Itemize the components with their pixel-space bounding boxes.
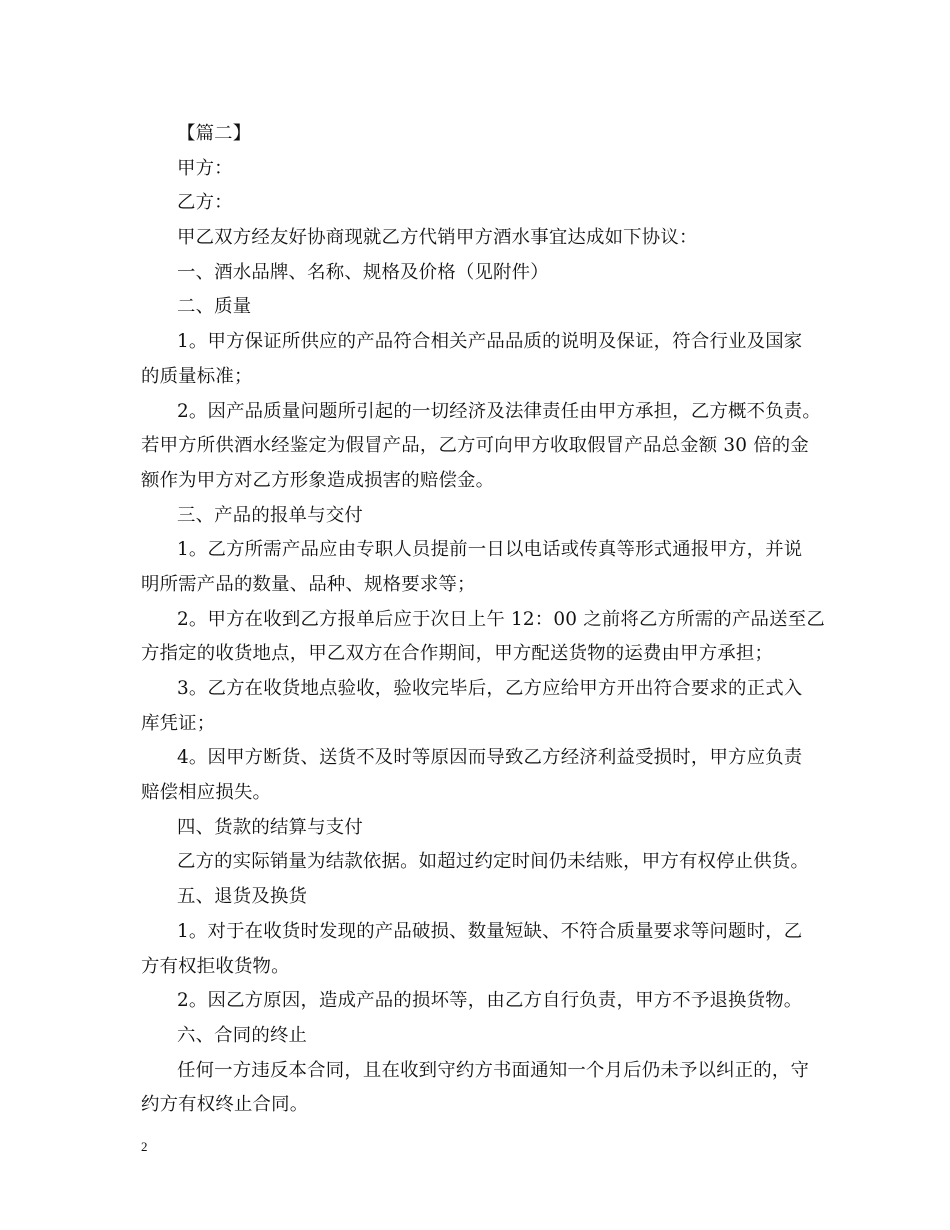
clause-heading-6: 六、合同的终止 — [177, 1024, 308, 1046]
page-number: 2 — [141, 1139, 148, 1154]
agreement-intro: 甲乙双方经友好协商现就乙方代销甲方酒水事宜达成如下协议： — [177, 227, 698, 249]
clause-heading-5: 五、退货及换货 — [177, 886, 308, 908]
text-line: 的质量标准； — [141, 365, 253, 387]
text-line: 2。甲方在收到乙方报单后应于次日上午 12：00 之前将乙方所需的产品送至乙 — [177, 608, 825, 630]
text-line: 1。甲方保证所供应的产品符合相关产品品质的说明及保证，符合行业及国家 — [177, 331, 803, 353]
text-line: 1。乙方所需产品应由专职人员提前一日以电话或传真等形式通报甲方，并说 — [177, 539, 803, 561]
text-line: 方指定的收货地点，甲乙双方在合作期间，甲方配送货物的运费由甲方承担； — [141, 643, 774, 665]
text-line: 约方有权终止合同。 — [141, 1094, 309, 1116]
text-line: 乙方的实际销量为结款依据。如超过约定时间仍未结账，甲方有权停止供货。 — [177, 851, 810, 873]
clause-heading-3: 三、产品的报单与交付 — [177, 504, 363, 526]
text-line: 3。乙方在收货地点验收，验收完毕后，乙方应给甲方开出符合要求的正式入 — [177, 678, 803, 699]
section-heading-part-two: 【篇二】 — [177, 123, 252, 144]
clause-heading-4: 四、货款的结算与支付 — [177, 816, 363, 838]
text-line: 方有权拒收货物。 — [141, 955, 290, 977]
text-line: 2。因乙方原因，造成产品的损坏等，由乙方自行负责，甲方不予退换货物。 — [177, 990, 803, 1012]
clause-heading-1: 一、酒水品牌、名称、规格及价格（见附件） — [177, 261, 549, 283]
text-line: 任何一方违反本合同，且在收到守约方书面通知一个月后仍未予以纠正的，守 — [177, 1059, 810, 1081]
text-line: 库凭证； — [141, 712, 216, 734]
text-line: 明所需产品的数量、品种、规格要求等； — [141, 573, 476, 595]
text-line: 1。对于在收货时发现的产品破损、数量短缺、不符合质量要求等问题时，乙 — [177, 920, 803, 942]
party-a-line: 甲方： — [177, 157, 233, 179]
party-b-line: 乙方： — [177, 192, 233, 214]
text-line: 2。因产品质量问题所引起的一切经济及法律责任由甲方承担，乙方概不负责。 — [177, 400, 821, 422]
text-line: 赔偿相应损失。 — [141, 782, 272, 804]
clause-heading-2: 二、质量 — [177, 296, 252, 318]
text-line: 4。因甲方断货、送货不及时等原因而导致乙方经济利益受损时，甲方应负责 — [177, 747, 803, 769]
text-line: 若甲方所供酒水经鉴定为假冒产品，乙方可向甲方收取假冒产品总金额 30 倍的金 — [141, 435, 809, 457]
document-body — [141, 117, 825, 1123]
text-line: 额作为甲方对乙方形象造成损害的赔偿金。 — [141, 469, 495, 491]
